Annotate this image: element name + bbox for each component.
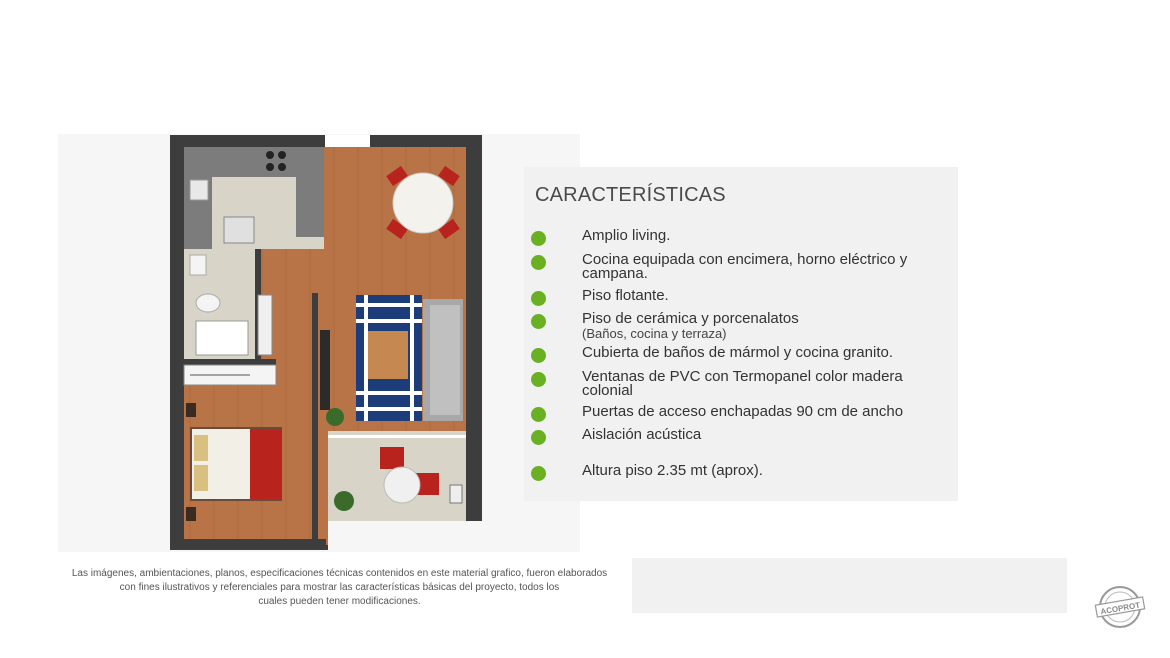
feature-text: Puertas de acceso enchapadas 90 cm de ancho [582, 403, 904, 420]
feature-text [582, 312, 942, 341]
disclaimer-line: Las imágenes, ambientaciones, planos, especificaciones técnicas contenidos en este material grafico, fueron elaborados [71, 568, 608, 579]
bullet-icon [531, 291, 546, 306]
floor-plan-image [170, 135, 482, 550]
footer-box [632, 558, 1067, 613]
bullet-icon [531, 430, 546, 445]
feature-text: Cubierta de baños de mármol y cocina granito. [582, 344, 894, 361]
svg-text:ACOPROT: ACOPROT [1099, 600, 1141, 617]
bullet-icon [531, 466, 546, 481]
disclaimer-line: con fines ilustrativos y referenciales para mostrar las características básicas del proyecto, todos los [119, 582, 560, 593]
feature-text: Aislación acústica [582, 426, 702, 443]
feature-text: Cocina equipada con encimera, horno eléctrico y campana. [582, 251, 908, 282]
feature-text: Ventanas de PVC con Termopanel color madera colonial [582, 368, 903, 399]
features-panel [524, 167, 958, 501]
disclaimer-text [52, 567, 627, 609]
disclaimer-line: cuales pueden tener modificaciones. [258, 596, 421, 607]
bullet-icon [531, 372, 546, 387]
features-title: CARACTERÍSTICAS [535, 184, 726, 206]
feature-text: Amplio living. [582, 227, 671, 244]
feature-subtext: (Baños, cocina y terraza) [582, 326, 727, 341]
feature-text: Piso flotante. [582, 287, 669, 304]
feature-text: Altura piso 2.35 mt (aprox). [582, 462, 763, 479]
bullet-icon [531, 231, 546, 246]
bullet-icon [531, 255, 546, 270]
bullet-icon [531, 348, 546, 363]
bullet-icon [531, 407, 546, 422]
bullet-icon [531, 314, 546, 329]
feature-main-text: Piso de cerámica y porcenalatos [582, 310, 799, 327]
acoprot-seal-icon [1094, 584, 1146, 630]
